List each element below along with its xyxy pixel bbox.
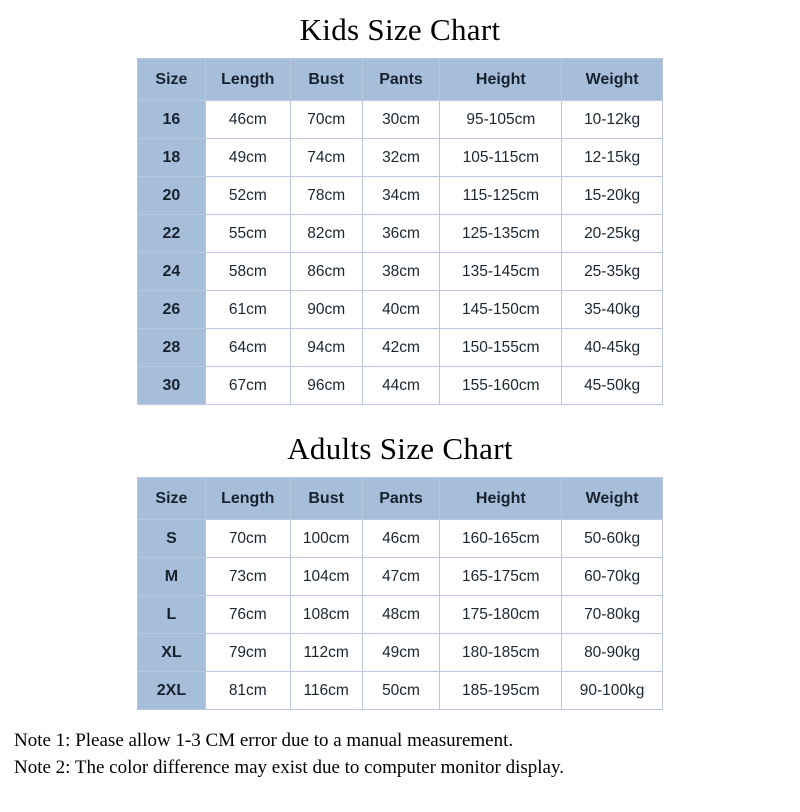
- cell-pants: 50cm: [362, 672, 440, 710]
- cell-length: 55cm: [205, 215, 290, 253]
- cell-length: 70cm: [205, 520, 290, 558]
- cell-pants: 48cm: [362, 596, 440, 634]
- cell-length: 46cm: [205, 101, 290, 139]
- cell-weight: 12-15kg: [562, 139, 663, 177]
- kids-table-head: [138, 59, 663, 101]
- table-row: [138, 215, 663, 253]
- table-row: [138, 329, 663, 367]
- kids-chart-title: Kids Size Chart: [299, 12, 501, 47]
- table-row: [138, 596, 663, 634]
- cell-height: 135-145cm: [440, 253, 562, 291]
- cell-length: 67cm: [205, 367, 290, 405]
- cell-weight: 25-35kg: [562, 253, 663, 291]
- cell-height: 175-180cm: [440, 596, 562, 634]
- cell-size: 20: [138, 177, 206, 215]
- cell-weight: 50-60kg: [562, 520, 663, 558]
- table-row: [138, 291, 663, 329]
- cell-bust: 104cm: [290, 558, 362, 596]
- cell-weight: 60-70kg: [562, 558, 663, 596]
- cell-weight: 15-20kg: [562, 177, 663, 215]
- cell-size: 30: [138, 367, 206, 405]
- cell-height: 150-155cm: [440, 329, 562, 367]
- cell-height: 155-160cm: [440, 367, 562, 405]
- column-header-height: Height: [440, 59, 562, 101]
- cell-size: 24: [138, 253, 206, 291]
- cell-pants: 49cm: [362, 634, 440, 672]
- table-row: [138, 634, 663, 672]
- kids-table-body: [138, 101, 663, 405]
- notes-section: [0, 728, 800, 782]
- cell-size: 22: [138, 215, 206, 253]
- cell-length: 76cm: [205, 596, 290, 634]
- cell-height: 105-115cm: [440, 139, 562, 177]
- cell-weight: 10-12kg: [562, 101, 663, 139]
- cell-bust: 82cm: [290, 215, 362, 253]
- cell-height: 145-150cm: [440, 291, 562, 329]
- cell-weight: 40-45kg: [562, 329, 663, 367]
- table-row: [138, 520, 663, 558]
- cell-bust: 94cm: [290, 329, 362, 367]
- cell-pants: 44cm: [362, 367, 440, 405]
- adults-table-head: [138, 478, 663, 520]
- cell-length: 61cm: [205, 291, 290, 329]
- cell-bust: 74cm: [290, 139, 362, 177]
- cell-weight: 90-100kg: [562, 672, 663, 710]
- cell-pants: 30cm: [362, 101, 440, 139]
- cell-pants: 32cm: [362, 139, 440, 177]
- cell-bust: 108cm: [290, 596, 362, 634]
- column-header-pants: Pants: [362, 478, 440, 520]
- cell-size: 28: [138, 329, 206, 367]
- cell-size: 26: [138, 291, 206, 329]
- column-header-size: Size: [138, 59, 206, 101]
- cell-bust: 116cm: [290, 672, 362, 710]
- cell-height: 185-195cm: [440, 672, 562, 710]
- adults-table-body: [138, 520, 663, 710]
- cell-weight: 20-25kg: [562, 215, 663, 253]
- cell-length: 73cm: [205, 558, 290, 596]
- cell-pants: 47cm: [362, 558, 440, 596]
- cell-bust: 90cm: [290, 291, 362, 329]
- cell-size: M: [138, 558, 206, 596]
- cell-height: 180-185cm: [440, 634, 562, 672]
- table-row: [138, 672, 663, 710]
- cell-length: 49cm: [205, 139, 290, 177]
- cell-length: 58cm: [205, 253, 290, 291]
- table-row: [138, 253, 663, 291]
- cell-height: 160-165cm: [440, 520, 562, 558]
- cell-bust: 100cm: [290, 520, 362, 558]
- cell-size: S: [138, 520, 206, 558]
- column-header-length: Length: [205, 478, 290, 520]
- cell-bust: 112cm: [290, 634, 362, 672]
- note-2: Note 2: The color difference may exist due to computer monitor display.: [14, 756, 564, 778]
- cell-size: XL: [138, 634, 206, 672]
- column-header-bust: Bust: [290, 59, 362, 101]
- column-header-weight: Weight: [562, 478, 663, 520]
- size-chart-page: [0, 12, 800, 812]
- column-header-bust: Bust: [290, 478, 362, 520]
- cell-size: 2XL: [138, 672, 206, 710]
- table-header-row: [138, 478, 663, 520]
- cell-bust: 96cm: [290, 367, 362, 405]
- table-header-row: [138, 59, 663, 101]
- cell-size: 18: [138, 139, 206, 177]
- cell-height: 125-135cm: [440, 215, 562, 253]
- column-header-height: Height: [440, 478, 562, 520]
- table-row: [138, 558, 663, 596]
- table-row: [138, 101, 663, 139]
- cell-bust: 70cm: [290, 101, 362, 139]
- cell-pants: 38cm: [362, 253, 440, 291]
- cell-height: 95-105cm: [440, 101, 562, 139]
- column-header-size: Size: [138, 478, 206, 520]
- table-row: [138, 367, 663, 405]
- adults-table-wrapper: [0, 477, 800, 710]
- cell-pants: 40cm: [362, 291, 440, 329]
- cell-length: 81cm: [205, 672, 290, 710]
- cell-pants: 36cm: [362, 215, 440, 253]
- cell-weight: 80-90kg: [562, 634, 663, 672]
- adults-chart-title: Adults Size Chart: [287, 431, 513, 466]
- cell-height: 165-175cm: [440, 558, 562, 596]
- kids-table-wrapper: [0, 58, 800, 405]
- cell-bust: 86cm: [290, 253, 362, 291]
- cell-size: 16: [138, 101, 206, 139]
- cell-length: 64cm: [205, 329, 290, 367]
- column-header-weight: Weight: [562, 59, 663, 101]
- cell-weight: 45-50kg: [562, 367, 663, 405]
- column-header-pants: Pants: [362, 59, 440, 101]
- cell-pants: 46cm: [362, 520, 440, 558]
- cell-size: L: [138, 596, 206, 634]
- note-1: Note 1: Please allow 1-3 CM error due to a manual measurement.: [14, 730, 514, 751]
- cell-pants: 34cm: [362, 177, 440, 215]
- cell-height: 115-125cm: [440, 177, 562, 215]
- cell-weight: 70-80kg: [562, 596, 663, 634]
- cell-length: 79cm: [205, 634, 290, 672]
- adults-size-table: [137, 477, 663, 710]
- cell-weight: 35-40kg: [562, 291, 663, 329]
- kids-size-table: [137, 58, 663, 405]
- table-row: [138, 177, 663, 215]
- cell-length: 52cm: [205, 177, 290, 215]
- cell-bust: 78cm: [290, 177, 362, 215]
- cell-pants: 42cm: [362, 329, 440, 367]
- table-row: [138, 139, 663, 177]
- column-header-length: Length: [205, 59, 290, 101]
